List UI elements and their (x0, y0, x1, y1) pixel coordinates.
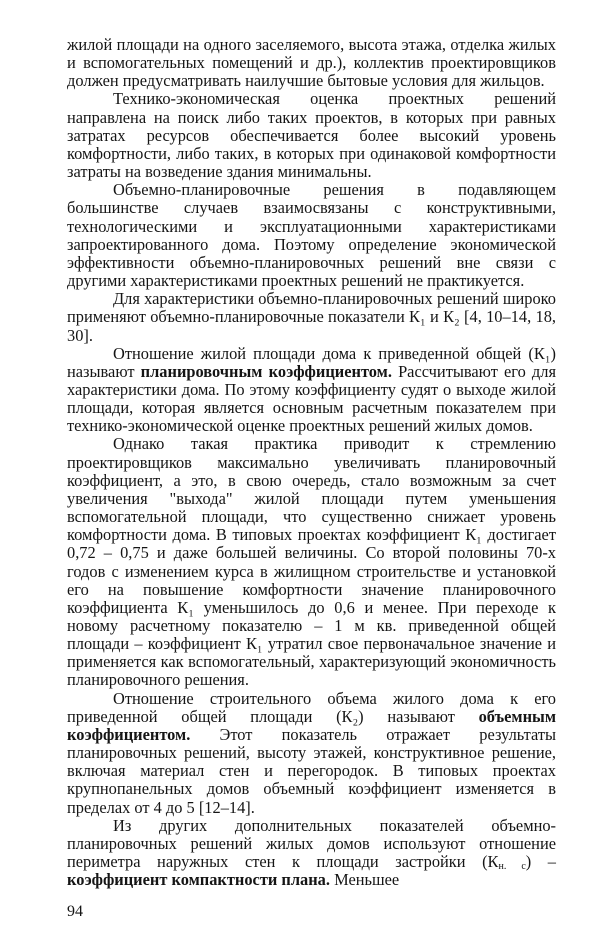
document-page (67, 0, 556, 941)
paragraph (67, 345, 556, 436)
paragraph: Объемно-планировочные решения в подавляющем большинстве случаев взаимосвязаны с конструктивными, технологическими и эксплуатационными характеристиками запроектированного дома. Поэтому определение экономической эффективности объемно-планировочных решений вне связи с другими характеристиками проектных решений не практикуется. (67, 180, 556, 291)
text: Отношение жилой площади дома к приведенной общей (К₁) называют (67, 343, 556, 381)
subscript: н. с (498, 861, 526, 873)
paragraph: Технико-экономическая оценка проектных решений направлена на поиск либо таких проектов, в которых при равных затратах ресурсов обеспечивается более высокий уровень комфортности, либо таких, в которых при одинаковой комфортности затраты на возведение здания минимальны. (67, 89, 556, 182)
text: ) – (525, 852, 556, 872)
text: Из других дополнительных показателей объемно-планировочных решений жилых домов используют отношение периметра наружных стен к площади застройки (К (67, 815, 556, 872)
text: Меньшее (329, 870, 400, 890)
text: Отношение строительного объема жилого дома к его приведенной общей площади (К₂) называют (67, 688, 556, 726)
paragraph (67, 817, 556, 890)
term-compactness-coefficient: коэффициент компактности плана. (67, 870, 330, 890)
paragraph: жилой площади на одного заселяемого, высота этажа, отделка жилых и вспомогательных помещений и др.), коллектив проектировщиков должен предусматривать наилучшие бытовые условия для жильцов. (67, 35, 556, 91)
text: Этот показатель отражает результаты планировочных решений, высоту этажей, конструктивное решение, включая материал стен и перегородок. В типовых проектах крупнопанельных домов объемный коэффициент изменяется в пределах от 4 до 5 [12–14]. (67, 724, 556, 817)
term-planning-coefficient: планировочным коэффициентом. (140, 361, 392, 381)
paragraph (67, 690, 556, 817)
paragraph: Для характеристики объемно-планировочных решений широко применяют объемно-планировочные показатели К₁ и К₂ [4, 10–14, 18, 30]. (67, 289, 556, 345)
term-volume-coefficient: объемным коэффициентом. (67, 706, 556, 744)
page-number: 94 (67, 903, 83, 921)
text: Рассчитывают его для характеристики дома. По этому коэффициенту судят о выходе жилой площади, которая является основным расчетным показателем при технико-экономической оценке проектных решений жилых домов. (67, 361, 556, 436)
paragraph: Однако такая практика приводит к стремлению проектировщиков максимально увеличивать планировочный коэффициент, а это, в свою очередь, стало возможным за счет увеличения "выхода" жилой площади путем уменьшения вспомогательной площади, что существенно снижает уровень комфортности дома. В типовых проектах коэффициент К₁ достигает 0,72 – 0,75 и даже большей величины. Со второй половины 70-х годов с изменением курса в жилищном строительстве и установкой его на повышение комфортности значение планировочного коэффициента К₁ уменьшилось до 0,6 и менее. При переходе к новому расчетному показателю – 1 м кв. приведенной общей площади – коэффициент К₁ утратил свое первоначальное значение и применяется как вспомогательный, характеризующий экономичность планировочного решения. (67, 434, 556, 690)
